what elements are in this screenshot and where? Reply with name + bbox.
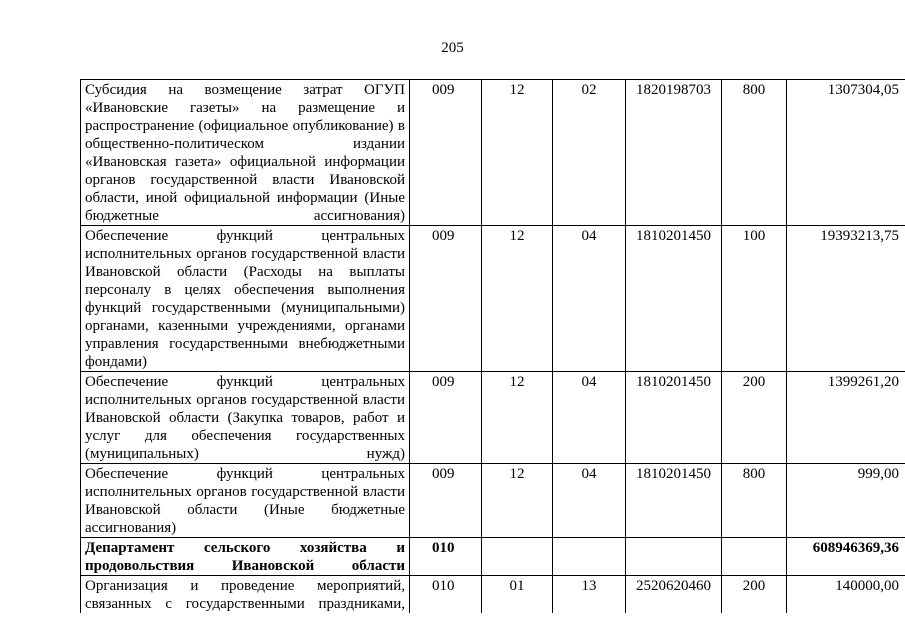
budget-table [80,79,905,613]
row-expense-type: 800 [722,80,787,226]
row-target-article: 1810201450 [626,464,722,538]
row-target-article: 1820198703 [626,80,722,226]
row-subsection: 02 [553,80,626,226]
row-section: 12 [482,80,553,226]
row-expense-type: 200 [722,372,787,464]
table-row [81,226,905,372]
row-section: 01 [482,576,553,614]
row-ministry-code: 010 [410,538,482,576]
row-subsection: 04 [553,226,626,372]
row-section: 12 [482,372,553,464]
row-subsection [553,538,626,576]
table-row [81,80,905,226]
row-section: 12 [482,464,553,538]
table-row [81,576,905,614]
row-subsection: 04 [553,372,626,464]
row-section: 12 [482,226,553,372]
row-amount: 1307304,05 [787,80,905,226]
row-target-article [626,538,722,576]
row-ministry-code: 009 [410,372,482,464]
row-expense-type: 200 [722,576,787,614]
row-expense-type: 100 [722,226,787,372]
row-expense-type [722,538,787,576]
row-description: Обеспечение функций центральных исполнительных органов государственной власти Ивановской области (Иные бюджетные ассигнования) [81,464,410,538]
row-ministry-code: 010 [410,576,482,614]
row-description: Обеспечение функций центральных исполнительных органов государственной власти Ивановской области (Расходы на выплаты персоналу в целях обеспечения выполнения функций государственными (муниципальными) органами, казенными учреждениями, органами управления государственными внебюджетными фондами) [81,226,410,372]
row-expense-type: 800 [722,464,787,538]
row-ministry-code: 009 [410,80,482,226]
row-amount: 608946369,36 [787,538,905,576]
row-target-article: 1810201450 [626,372,722,464]
row-target-article: 1810201450 [626,226,722,372]
row-ministry-code: 009 [410,464,482,538]
table-row-department-total [81,538,905,576]
row-amount: 140000,00 [787,576,905,614]
row-subsection: 04 [553,464,626,538]
row-ministry-code: 009 [410,226,482,372]
row-subsection: 13 [553,576,626,614]
row-description: Субсидия на возмещение затрат ОГУП «Ивановские газеты» на размещение и распространение (официальное опубликование) в общественно-политическом издании «Ивановская газета» официальной информации органов государственной власти Ивановской области, иной официальной информации (Иные бюджетные ассигнования) [81,80,410,226]
table-row [81,372,905,464]
row-target-article: 2520620460 [626,576,722,614]
row-section [482,538,553,576]
row-description: Департамент сельского хозяйства и продовольствия Ивановской области [81,538,410,576]
row-amount: 1399261,20 [787,372,905,464]
page-number: 205 [441,40,464,56]
row-amount: 19393213,75 [787,226,905,372]
row-description: Обеспечение функций центральных исполнительных органов государственной власти Ивановской области (Закупка товаров, работ и услуг для обеспечения государственных (муниципальных) нужд) [81,372,410,464]
row-amount: 999,00 [787,464,905,538]
table-row [81,464,905,538]
row-description: Организация и проведение мероприятий, связанных с государственными праздниками, [81,576,410,614]
